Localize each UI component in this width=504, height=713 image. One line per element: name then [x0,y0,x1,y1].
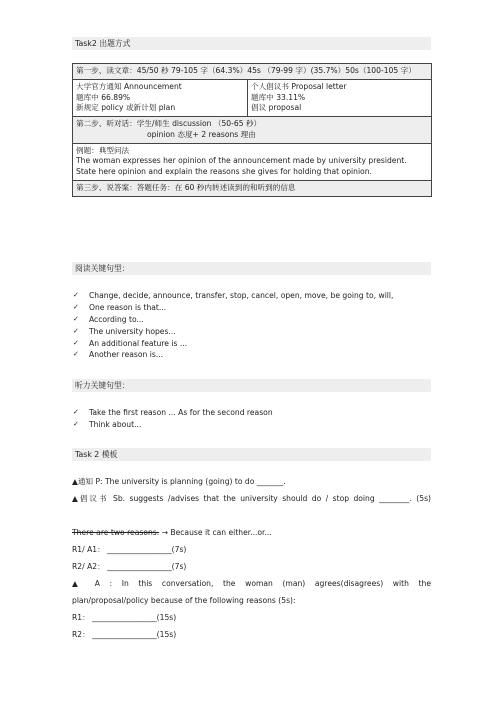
proposal-desc: 倡议 proposal [251,103,302,113]
step3-cell [73,181,432,197]
template-line-conversation: ▲ A : In this conversation, the woman (man) agrees(disagrees) with the [72,579,431,588]
list-item [72,419,431,431]
check-icon: ✓ [73,408,79,416]
step2-cell [73,117,432,144]
check-icon: ✓ [73,350,79,359]
struck-text: There are two reasons. [72,528,160,537]
list-item-text: An additional feature is ... [89,338,188,348]
template-line-r1a1: R1/ A1： _________________(7s) [72,545,187,554]
template-title: Task 2 模板 [75,450,118,459]
list-item [72,349,431,361]
list-item-text: The university hopes... [89,326,176,336]
reading-title: 阅读关键句型： [75,264,130,273]
section-title: Task2 出题方式 [75,39,131,48]
announcement-share: 题库中 66.89% [76,92,131,102]
task-format-table [72,63,432,197]
list-item-text: Think about... [89,419,142,429]
example-question: The woman expresses her opinion of the announcement made by university president. [76,156,407,166]
announcement-desc: 新规定 policy 或新计划 plan [76,103,176,113]
check-icon: ✓ [73,326,79,335]
section-header-listening [72,379,431,392]
example-task: State here opinion and explain the reasons she gives for holding that opinion. [76,167,372,177]
list-item-text: One reason is that... [89,302,167,312]
reading-sentence-list [72,290,431,361]
section-header-task2 [72,37,431,50]
announcement-cell [73,79,248,116]
template-line-reasons [72,527,431,538]
check-icon: ✓ [73,314,79,323]
list-item-text: According to... [89,314,144,324]
template-line-conversation-cont: plan/proposal/policy because of the following reasons (5s): [72,596,296,605]
list-item [72,302,431,314]
template-line-r2a2: R2/ A2： _________________(7s) [72,562,187,571]
list-item-text: Change, decide, announce, transfer, stop, cancel, open, move, be going to, will, [89,291,394,300]
check-icon: ✓ [73,302,79,311]
check-icon: ✓ [73,291,79,299]
template-line-proposal [72,493,431,504]
step3-text: 第三步、说答案：答题任务：在 60 秒内转述读到的和听到的信息 [76,183,296,193]
list-item-text: Take the first reason ... As for the second reason [89,408,273,417]
section-header-template [72,448,431,461]
template-line-notice: ▲通知 P: The university is planning (going) to do _______. [72,477,286,486]
because-text: → Because it can either...or... [159,528,272,537]
listening-sentence-list [72,407,431,431]
example-cell [73,143,432,180]
template-line-proposal-text: ▲倡议书 Sb. suggests /advises that the university should do / stop doing ________. (5s) [72,494,431,503]
list-item [72,326,431,338]
step2-subtext: opinion 态度+ 2 reasons 理由 [147,129,256,139]
check-icon: ✓ [73,338,79,347]
step2-text: 第二步、听对话：学生/师生 discussion （50-65 秒） [76,119,262,129]
list-item [72,407,431,419]
section-header-reading [72,262,431,275]
list-item [72,338,431,350]
template-line-r2: R2： _________________(15s) [72,630,177,639]
proposal-title: 个人倡议书 Proposal letter [251,81,347,91]
proposal-cell [248,79,432,116]
check-icon: ✓ [73,419,79,428]
list-item [72,290,431,302]
step1-text: 第一步、读文章：45/50 秒 79-105 字（64.3%）45s （79-99 字）(35.7%）50s（100-105 字） [76,66,416,75]
list-item [72,314,431,326]
template-line-r1: R1： _________________(15s) [72,613,177,622]
step1-cell [73,64,432,80]
listening-title: 听力关键句型： [75,381,130,390]
list-item-text: Another reason is... [89,350,164,360]
example-heading: 例题：典型问法 [76,145,130,155]
proposal-share: 题库中 33.11% [251,92,306,102]
announcement-title: 大学官方通知 Announcement [76,81,182,91]
